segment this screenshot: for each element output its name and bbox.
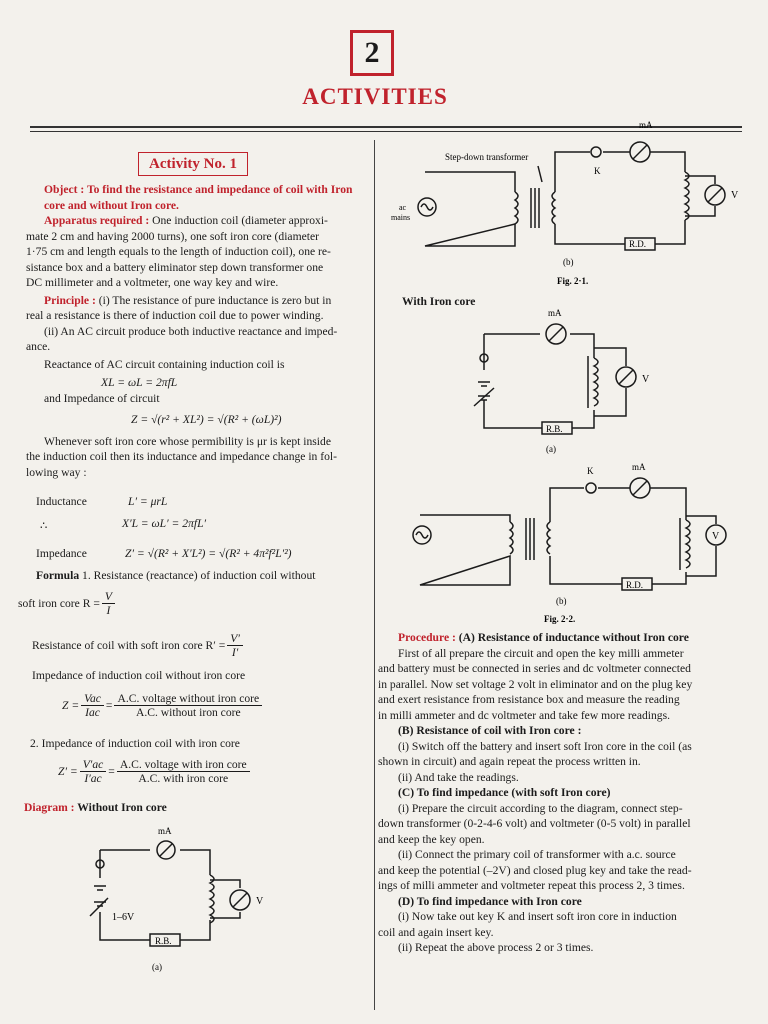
pc-line-3: and keep the key open. (378, 832, 485, 846)
chapter-number-box (350, 30, 394, 76)
circuit-diagram-without-iron (80, 820, 280, 980)
d1-v: V (256, 896, 264, 907)
fig1-ac: ac (399, 203, 407, 212)
formula-label: Formula (36, 569, 80, 582)
impedance-label: Impedance (36, 547, 87, 560)
fig1-v: V (731, 190, 739, 201)
formula-line-1b: soft iron core R = (18, 596, 100, 610)
pa-line-1: First of all prepare the circuit and open the key milli ammeter (398, 646, 684, 660)
formula-line-1: 1. Resistance (reactance) of induction coil without (79, 569, 316, 582)
column-divider (374, 140, 375, 1010)
resistance-with-iron: Resistance of coil with soft iron core R′ = (32, 638, 226, 652)
key-fig2b (586, 483, 596, 493)
secondary-coil-fig2b (547, 522, 550, 554)
equation-z: Z = √(r² + XL²) = √(R² + (ωL)²) (131, 413, 282, 426)
pd-line-2: coil and again insert key. (378, 925, 494, 939)
fa-ma: mA (548, 308, 562, 318)
frac-i: I (106, 604, 111, 617)
pc-line-2: down transformer (0-2-4-6 volt) and voltmeter (0-5 volt) in parallel (378, 817, 691, 830)
pd-title: (D) To find impedance with Iron core (398, 894, 582, 908)
fig1-rd: R.D. (629, 239, 647, 249)
pa-line-3: in parallel. Now set voltage 2 volt in eliminator and on the plug key (378, 677, 693, 691)
fig-2-2a-diagram (470, 300, 670, 460)
soft-iron-line-2: the induction coil then its inductance and impedance change in fol- (26, 450, 337, 463)
diagram-text: Without Iron core (77, 801, 167, 814)
pa-line-2: and battery must be connected in series and dc voltmeter connected (378, 662, 691, 675)
ac-without: A.C. without iron core (135, 706, 241, 719)
apparatus-line-1: One induction coil (diameter approxi- (152, 214, 328, 227)
impedance-without-line: Impedance of induction coil without iron core (32, 669, 246, 682)
d1-rb: R.B. (155, 936, 172, 946)
fig1-k: K (594, 166, 601, 176)
apparatus-line-4: sistance box and a battery eliminator step down transformer one (26, 260, 324, 274)
fb-rd: R.D. (626, 580, 644, 590)
pb-line-3: (ii) And take the readings. (398, 770, 519, 784)
pd-line-3: (ii) Repeat the above process 2 or 3 times. (398, 941, 594, 954)
equation-xl: XL = ωL = 2πfL (101, 376, 178, 389)
apparatus-label: Apparatus required : (44, 214, 153, 227)
with-iron-heading: With Iron core (402, 295, 476, 308)
primary-coil (515, 192, 518, 224)
fb-ma: mA (632, 462, 646, 472)
pb-line-2: shown in circuit) and again repeat the process written in. (378, 755, 641, 768)
ac-voltage-with: A.C. voltage with iron core (117, 758, 250, 772)
fb-v: V (712, 531, 720, 542)
principle-line-2: real a resistance is there of induction coil due to power winding. (26, 309, 324, 322)
procedure-block (378, 630, 760, 956)
object-text: To find the resistance and impedance of coil with Iron core and without Iron core. (44, 183, 353, 212)
fig1-sub: (b) (563, 257, 574, 267)
fig2-cap: Fig. 2·2. (544, 614, 576, 624)
fig-2-1-diagram (385, 112, 755, 292)
pc-line-6: ings of milli ammeter and voltmeter repeat this process 2, 3 times. (378, 879, 685, 892)
coil-symbol (210, 875, 214, 923)
apparatus-line-2: mate 2 cm and having 2000 turns), one soft iron core (diameter (26, 229, 319, 243)
vac: Vac (81, 692, 104, 706)
reactance-line: Reactance of AC circuit containing induction coil is (44, 357, 285, 371)
soft-iron-line-3: lowing way : (26, 465, 87, 479)
procedure-label: Procedure : (398, 631, 459, 644)
activity-label: Activity No. 1 (138, 152, 248, 176)
principle-label: Principle : (44, 293, 99, 307)
secondary-coil (552, 192, 555, 224)
z-lhs: Z = (62, 698, 80, 712)
ac-with: A.C. with iron core (138, 772, 229, 785)
principle-line-1: (i) The resistance of pure inductance is zero but in (98, 293, 332, 307)
procedure-a-title: (A) Resistance of inductance without Iron core (458, 631, 689, 644)
fig1-cap: Fig. 2·1. (557, 276, 589, 286)
d1-cap: (a) (152, 962, 162, 972)
pa-line-4: and exert resistance from resistance box and measure the reading (378, 693, 680, 706)
impedance-line: and Impedance of circuit (44, 391, 160, 405)
soft-iron-line-1: Whenever soft iron core whose permibility is μr is kept inside (44, 434, 331, 448)
impedance-with-line: 2. Impedance of induction coil with iron core (30, 737, 240, 750)
frac-v: V (102, 590, 115, 604)
key-symbol-fig1 (591, 147, 601, 157)
fig1-ma: mA (639, 120, 653, 130)
primary-coil-fig2b (510, 522, 513, 554)
inductance-label: Inductance (36, 495, 87, 508)
fa-v: V (642, 374, 650, 385)
pc-title: (C) To find impedance (with soft Iron core) (398, 786, 611, 799)
therefore-symbol: ∴ (40, 519, 48, 532)
chapter-number: 2 (364, 36, 380, 69)
chapter-title: ACTIVITIES (302, 84, 448, 109)
object-block (26, 182, 371, 480)
vac-prime: V′ac (80, 758, 107, 772)
diagram-label: Diagram : (24, 801, 78, 814)
pd-line-1: (i) Now take out key K and insert soft iron core in induction (398, 910, 677, 923)
impedance-equation: Z′ = √(R² + X′L²) = √(R² + 4π²f²L′²) (125, 547, 292, 560)
pc-line-1: (i) Prepare the circuit according to the diagram, connect step- (398, 801, 683, 815)
battery-symbol (94, 886, 106, 906)
principle-line-4: ance. (26, 340, 51, 353)
z-prime-lhs: Z′ = (58, 764, 78, 778)
frac-v-prime: V′ (227, 632, 243, 646)
coil-fig2b (686, 520, 690, 568)
apparatus-line-5: DC millimeter and a voltmeter, one way key and wire. (26, 276, 279, 289)
xl-prime-equation: X′L = ωL′ = 2πfL′ (122, 517, 207, 530)
pb-title: (B) Resistance of coil with Iron core : (398, 724, 582, 737)
pc-line-5: and keep the potential (–2V) and closed plug key and take the read- (378, 863, 692, 877)
load-coil-fig1 (685, 172, 689, 220)
frac-i-prime: I′ (231, 646, 239, 659)
d1-batt: 1–6V (112, 912, 135, 923)
fig-2-2b-diagram (400, 460, 750, 630)
iac-prime: I′ac (84, 772, 102, 785)
principle-line-3: (ii) An AC circuit produce both inductive reactance and imped- (44, 324, 338, 338)
fa-rb: R.B. (546, 424, 563, 434)
fa-sub: (a) (546, 444, 556, 454)
pa-line-5: in milli ammeter and dc voltmeter and take few more readings. (378, 708, 670, 722)
fb-k: K (587, 466, 594, 476)
fig1-mains: mains (391, 213, 411, 222)
d1-ma: mA (158, 826, 172, 836)
object-label: Object : (44, 183, 87, 196)
inductance-equation: L′ = μrL (128, 495, 168, 508)
fig1-stepdown: Step-down transformer (445, 152, 529, 162)
pb-line-1: (i) Switch off the battery and insert soft Iron core in the coil (as (398, 739, 692, 753)
iac: Iac (85, 706, 100, 719)
ac-voltage-without: A.C. voltage without iron core (114, 692, 262, 706)
pc-line-4: (ii) Connect the primary coil of transformer with a.c. source (398, 848, 676, 861)
coil-fig2a (594, 358, 598, 406)
fb-sub: (b) (556, 596, 567, 606)
apparatus-line-3: 1·75 cm and length equals to the length of induction coil), one re- (26, 245, 331, 258)
